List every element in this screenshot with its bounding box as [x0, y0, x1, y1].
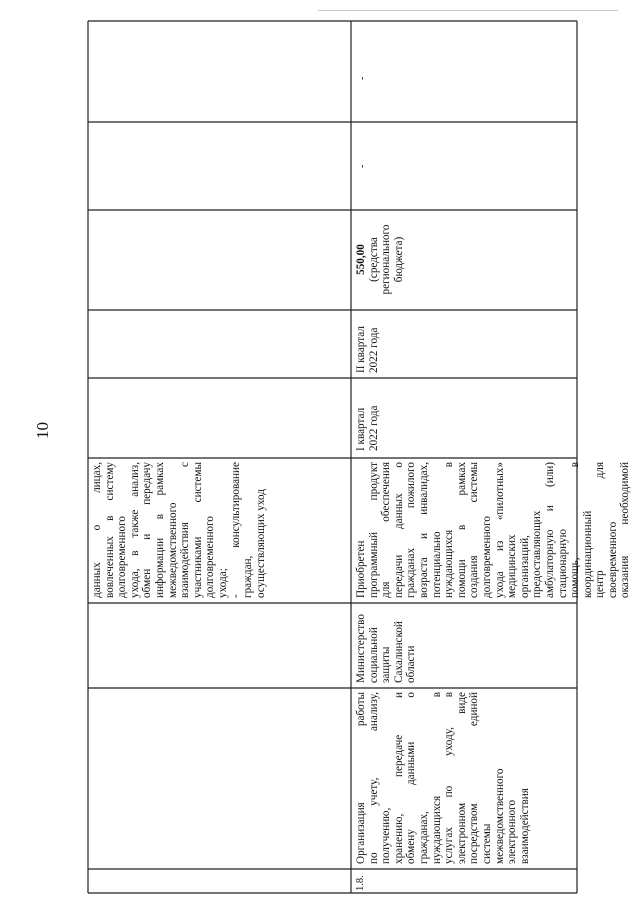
funding-source-line-3: бюджета)	[392, 236, 405, 283]
activity-text: Организация работы по учету, анализу, получению, хранению, передаче и обмену данными о гражданах, нуждающихся в услугах по уходу, в электронном виде посредством единой системы межведомственного электронного взаимодействия	[355, 692, 531, 864]
activity-cell	[352, 688, 576, 868]
rotated-table	[88, 21, 632, 893]
col9-dash: -	[357, 76, 368, 80]
funding-source-line-1: (средства	[367, 237, 380, 282]
end-date-year: 2022 года	[367, 327, 380, 373]
continuation-measures-cell	[88, 458, 350, 602]
funding-source-line-2: регионального	[380, 224, 393, 295]
funding-cell	[352, 210, 576, 309]
row-number: 1.8.	[355, 875, 366, 891]
executor-text: Министерство социальной защиты Сахалинской области	[355, 614, 418, 683]
start-date-year: 2022 года	[367, 405, 380, 451]
start-date-cell	[352, 378, 576, 457]
measures-text: Приобретен программный продукт для обеспечения передачи данных о гражданах пожилого возраста и инвалидах, потенциально нуждающихся в помощи в рамках создания системы долговременного ухода из «пилотных» медицинских организаций, предоставляющих амбулаторную и (или) стационарную помощь, в координационный центр для своевременного оказания необходимой	[355, 462, 632, 598]
end-date-cell	[352, 310, 576, 377]
start-date-quarter: I квартал	[355, 407, 367, 451]
funding-amount: 550,00	[355, 244, 367, 275]
end-date-quarter: II квартал	[355, 326, 367, 373]
continuation-measures-text: данных о лицах, вовлеченных в систему долговременного ухода, в также анализ, обмен и передачу информации в рамках межведомственного взаимодействия с участниками системы долговременного ухода; - консультирование граждан, осуществляющих уход	[91, 462, 267, 598]
row-number-cell	[352, 869, 576, 892]
page-number: 10	[33, 422, 52, 439]
measures-cell	[352, 458, 632, 602]
col8-dash: -	[357, 164, 368, 168]
top-rule	[318, 10, 618, 11]
executor-cell	[352, 603, 576, 687]
col9-cell	[352, 21, 576, 121]
col8-cell	[352, 122, 576, 209]
